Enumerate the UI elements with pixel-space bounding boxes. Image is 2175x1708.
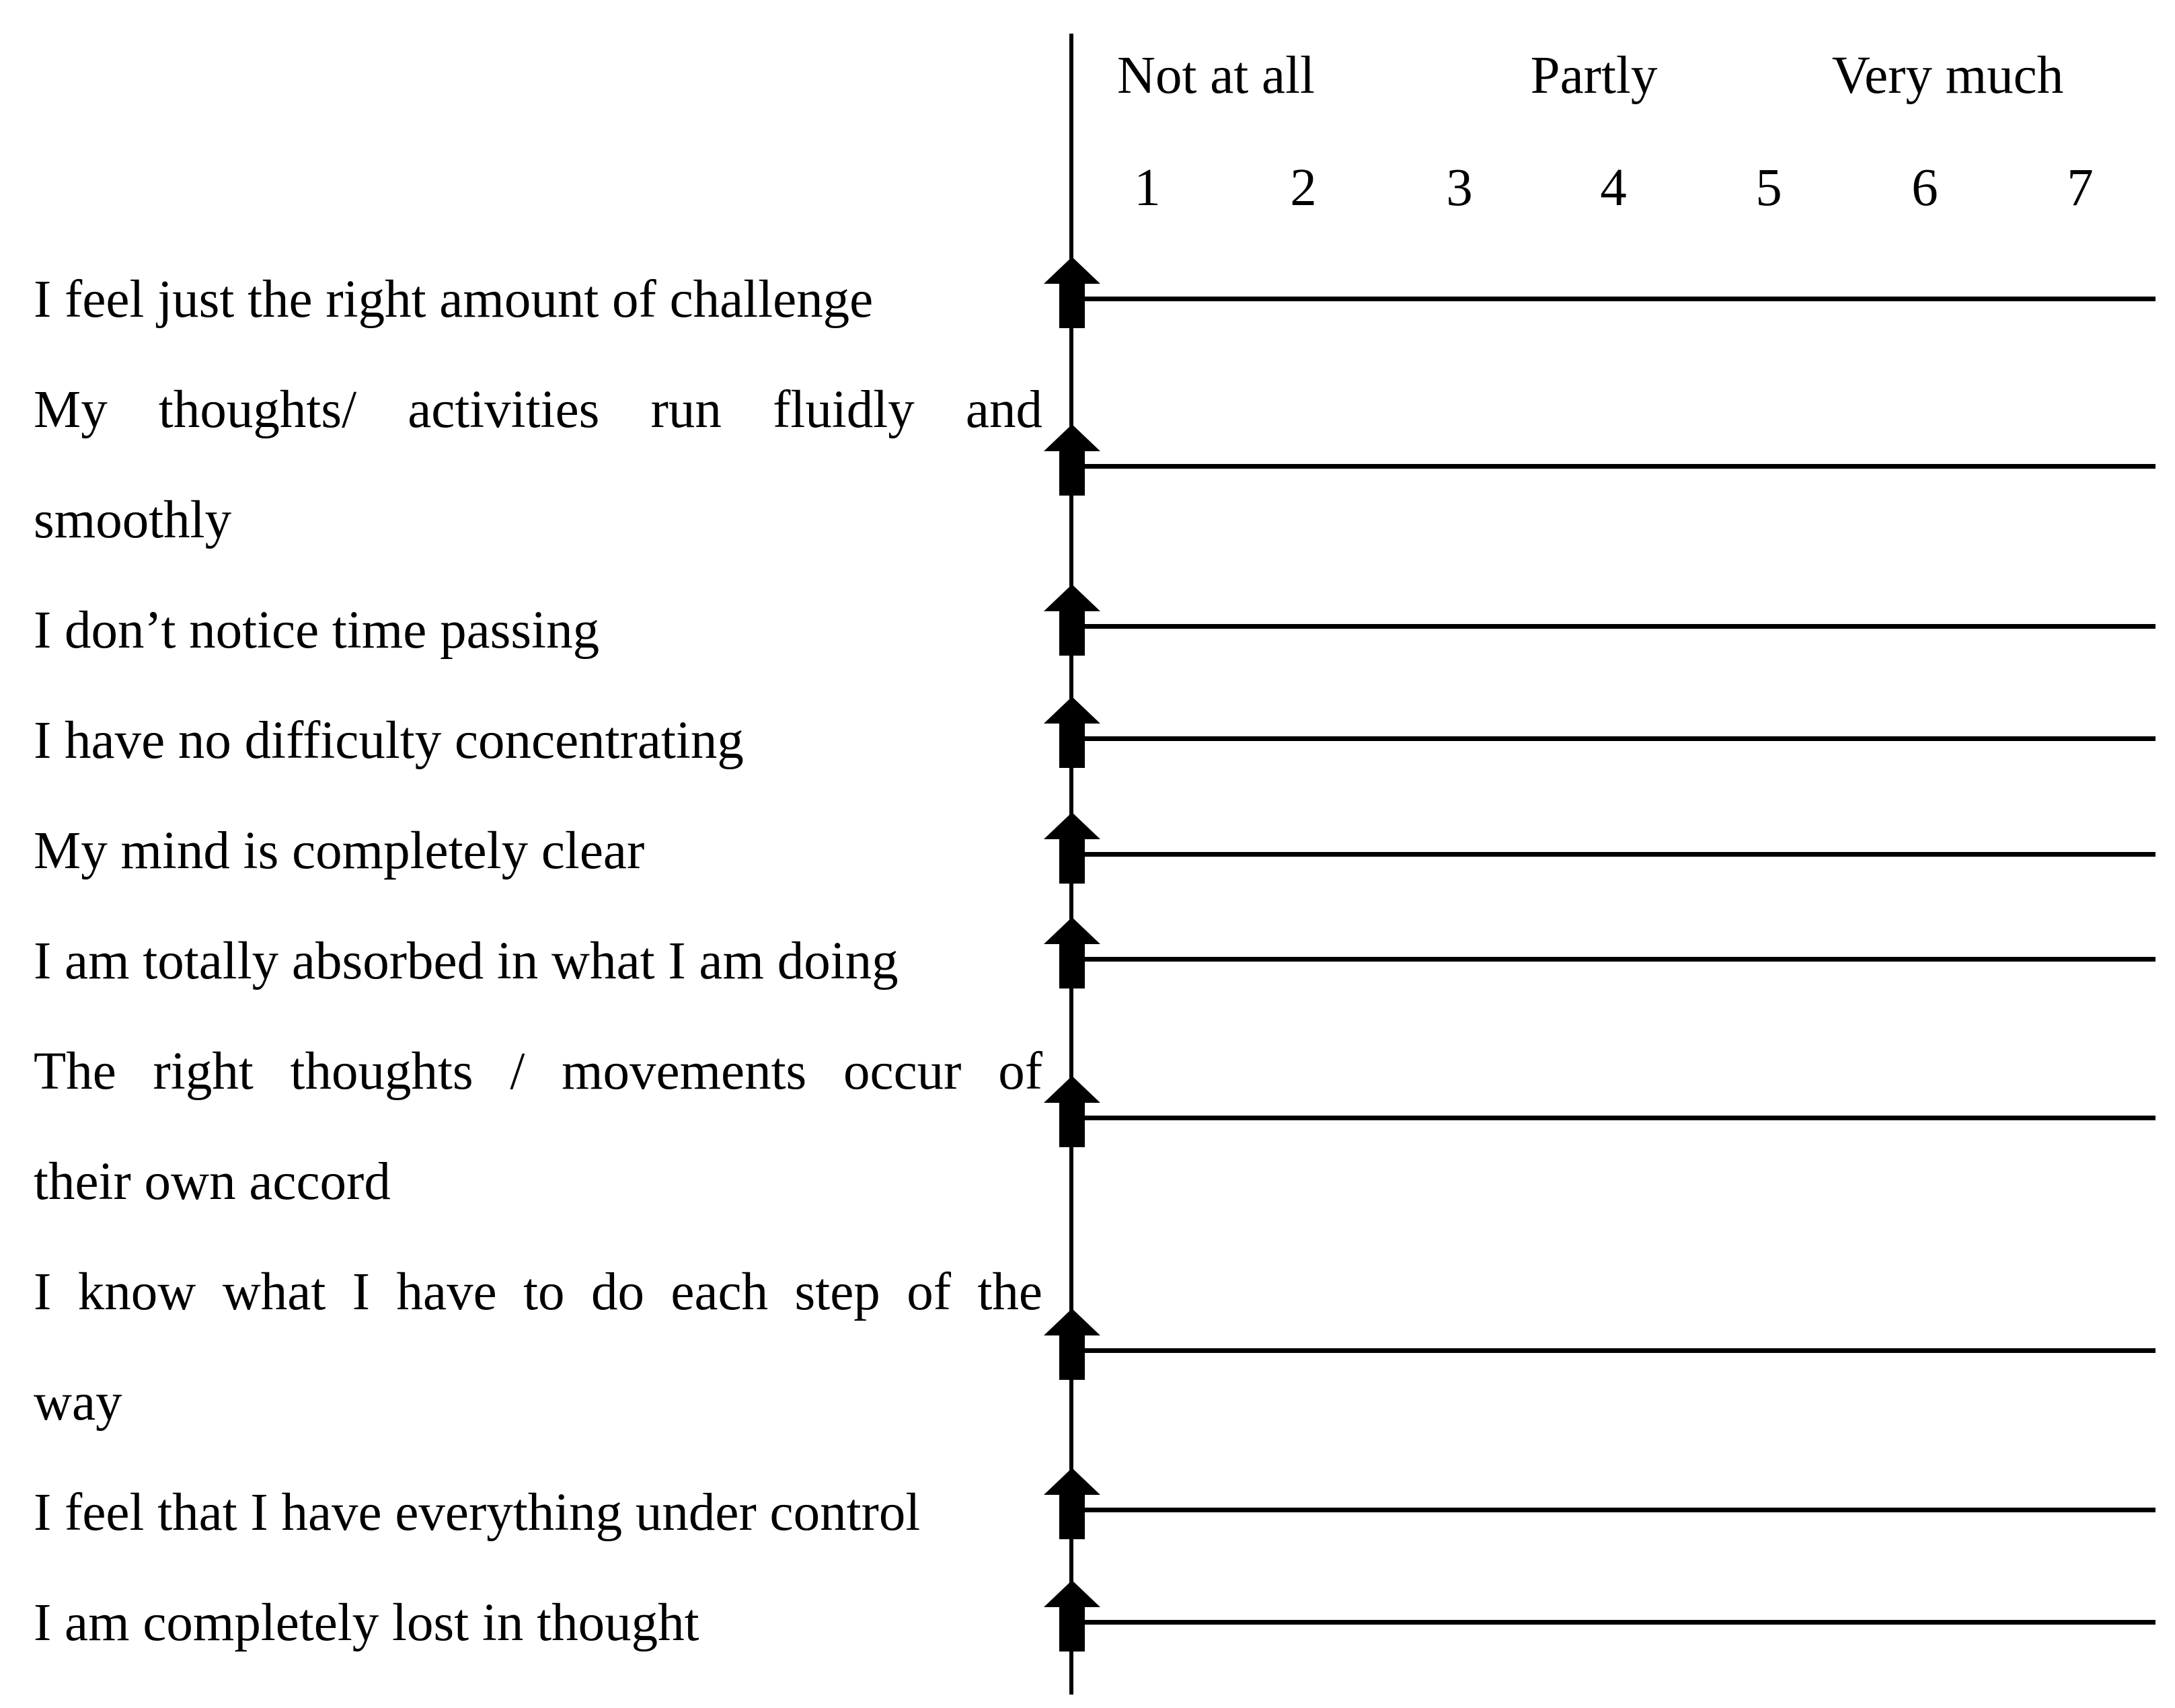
rating-track[interactable]	[1073, 464, 2155, 469]
item-label: smoothly	[34, 491, 232, 549]
item-label: My thoughts/ activities run fluidly and	[34, 381, 1042, 439]
arrow-up-icon[interactable]	[1044, 584, 1100, 656]
rating-track[interactable]	[1073, 1348, 2155, 1353]
item-label: I am completely lost in thought	[34, 1594, 699, 1652]
scale-number-label: 5	[1755, 159, 1782, 217]
item-label: My mind is completely clear	[34, 822, 645, 880]
item-label: way	[34, 1373, 122, 1432]
scale-anchor-label: Very much	[1831, 46, 2064, 105]
item-label: The right thoughts / movements occur of	[34, 1042, 1042, 1101]
item-label: I have no difficulty concentrating	[34, 711, 744, 770]
arrow-up-icon[interactable]	[1044, 1309, 1100, 1380]
item-label: I feel just the right amount of challenge	[34, 270, 874, 329]
rating-track[interactable]	[1073, 1116, 2155, 1120]
rating-track[interactable]	[1073, 624, 2155, 629]
scale-number-label: 4	[1600, 159, 1627, 217]
item-label: their own accord	[34, 1153, 391, 1211]
scale-anchor-label: Partly	[1530, 46, 1658, 105]
item-label: I am totally absorbed in what I am doing	[34, 932, 899, 991]
rating-track[interactable]	[1073, 1508, 2155, 1512]
rating-track[interactable]	[1073, 297, 2155, 301]
scale-number-label: 7	[2067, 159, 2094, 217]
arrow-up-icon[interactable]	[1044, 1580, 1100, 1652]
item-label: I feel that I have everything under control	[34, 1483, 921, 1542]
rating-track[interactable]	[1073, 1620, 2155, 1625]
scale-number-label: 3	[1446, 159, 1473, 217]
arrow-up-icon[interactable]	[1044, 1468, 1100, 1539]
scale-number-label: 2	[1290, 159, 1317, 217]
rating-track[interactable]	[1073, 957, 2155, 962]
arrow-up-icon[interactable]	[1044, 812, 1100, 884]
item-label: I know what I have to do each step of the	[34, 1263, 1042, 1321]
scale-number-label: 1	[1134, 159, 1161, 217]
scale-number-label: 6	[1911, 159, 1938, 217]
rating-track[interactable]	[1073, 852, 2155, 857]
arrow-up-icon[interactable]	[1044, 917, 1100, 988]
arrow-up-icon[interactable]	[1044, 424, 1100, 496]
item-label: I don’t notice time passing	[34, 601, 600, 660]
arrow-up-icon[interactable]	[1044, 697, 1100, 768]
arrow-up-icon[interactable]	[1044, 1076, 1100, 1147]
arrow-up-icon[interactable]	[1044, 257, 1100, 328]
rating-track[interactable]	[1073, 736, 2155, 741]
scale-anchor-label: Not at all	[1117, 46, 1315, 105]
